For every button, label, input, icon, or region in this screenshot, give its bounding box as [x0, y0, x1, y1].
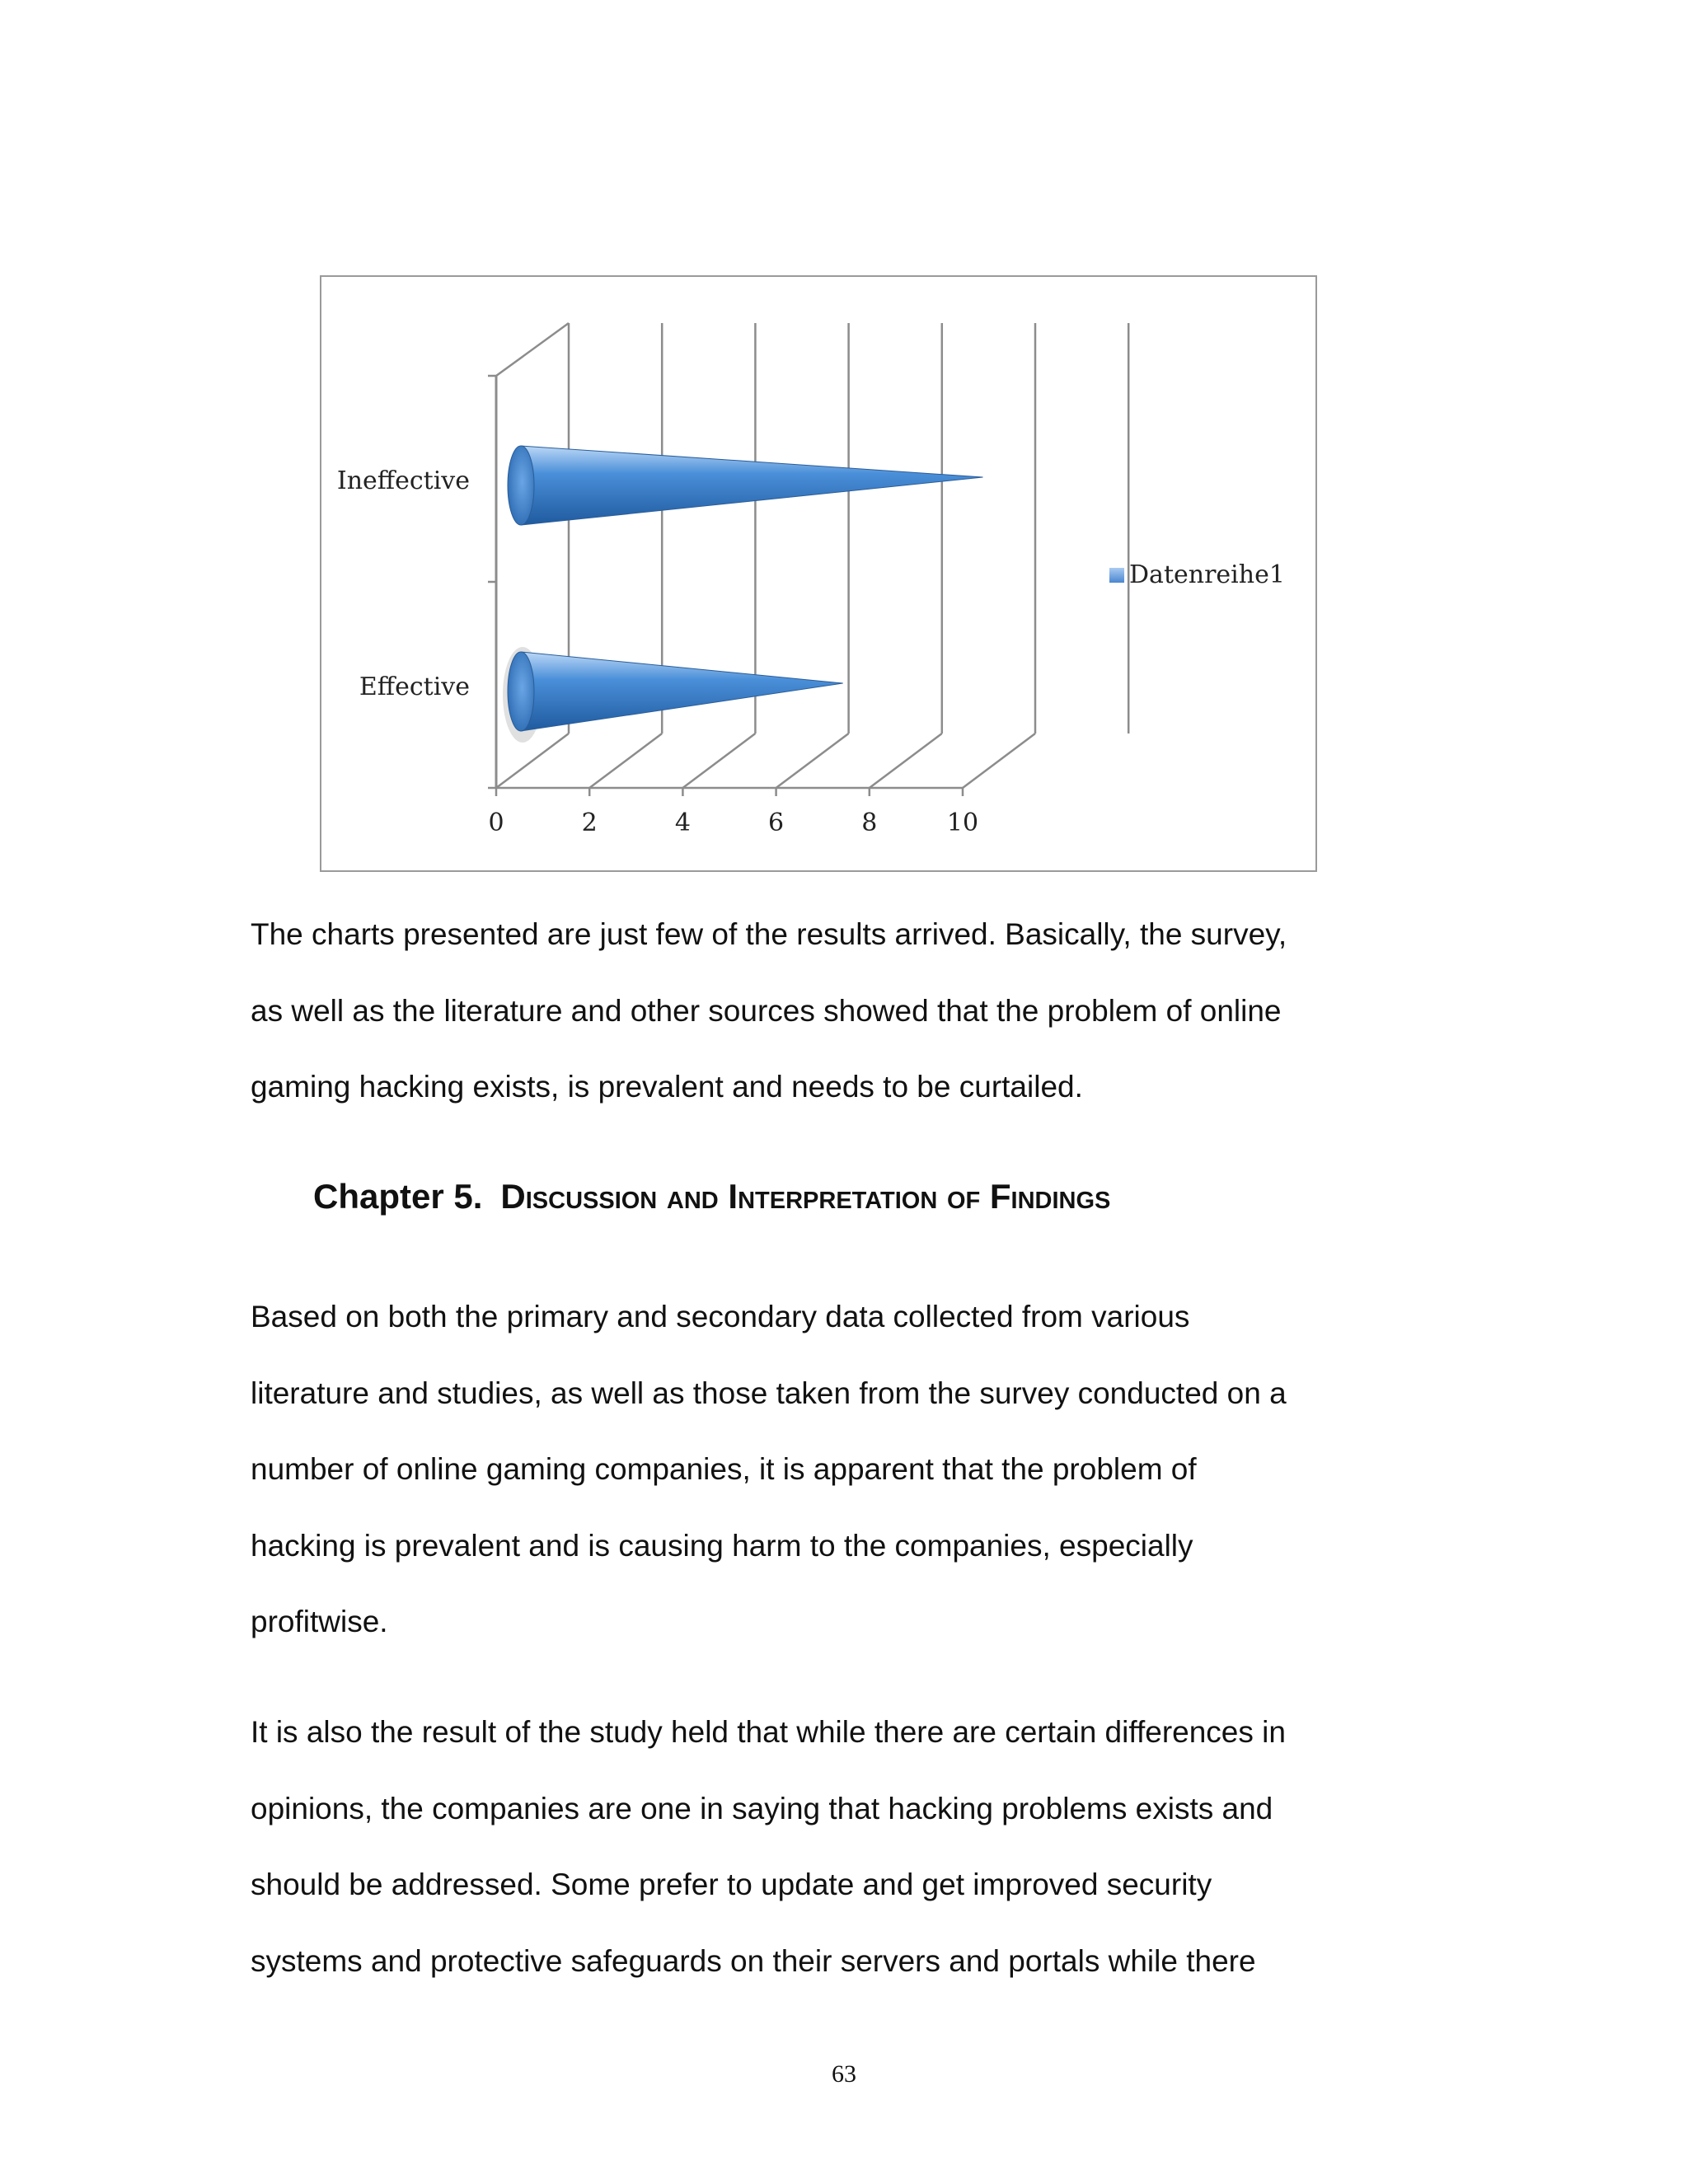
paragraph-line: gaming hacking exists, is prevalent and needs to be curtailed.: [251, 1070, 1083, 1104]
paragraph-3: [251, 1694, 1404, 1999]
chapter-heading: [313, 1177, 1385, 1216]
x-tick-label: 4: [674, 808, 691, 837]
wall-top-edge: [496, 323, 569, 376]
gridline-floor: [776, 733, 849, 788]
bar-cone-base: [508, 446, 534, 525]
bar-cone: [521, 652, 843, 731]
legend-label: Datenreihe1: [1129, 560, 1285, 589]
chapter-title: Discussion and Interpretation of Findings: [500, 1177, 1111, 1216]
x-tick-label: 8: [861, 808, 878, 837]
bar-cone: [521, 446, 983, 525]
gridline-floor: [682, 733, 755, 788]
x-tick-label: 6: [768, 808, 785, 837]
paragraph-line: literature and studies, as well as those taken from the survey conducted on a: [251, 1376, 1287, 1410]
paragraph-line: hacking is prevalent and is causing harm to the companies, especially: [251, 1528, 1193, 1563]
gridline-floor: [496, 733, 569, 788]
paragraph-line: Based on both the primary and secondary data collected from various: [251, 1300, 1190, 1333]
paragraph-line: should be addressed. Some prefer to update and get improved security: [251, 1868, 1212, 1901]
gridline-floor: [1056, 733, 1128, 788]
paragraph-line: profitwise.: [251, 1605, 388, 1638]
x-tick-label: 0: [488, 808, 504, 837]
chapter-number: Chapter 5.: [313, 1177, 483, 1216]
legend-swatch: [1109, 568, 1124, 583]
category-label: Ineffective: [336, 466, 470, 495]
chart-frame: [320, 275, 1317, 872]
page-number: 63: [832, 2060, 856, 2088]
gridline-floor: [870, 733, 942, 788]
paragraph-line: as well as the literature and other sources showed that the problem of online: [251, 993, 1282, 1028]
cone-bar-chart: [321, 277, 1315, 870]
paragraph-line: number of online gaming companies, it is apparent that the problem of: [251, 1452, 1197, 1486]
gridline-floor: [963, 733, 1035, 788]
x-tick-label: 2: [581, 808, 598, 837]
x-tick-label: 10: [946, 808, 979, 837]
category-label: Effective: [359, 673, 470, 701]
gridline-floor: [589, 733, 662, 788]
paragraph-line: It is also the result of the study held that while there are certain differences in: [251, 1715, 1286, 1749]
paragraph-line: systems and protective safeguards on their servers and portals while there: [251, 1943, 1256, 1978]
bar-cone-base: [508, 652, 534, 731]
paragraph-1: [251, 897, 1404, 1126]
paragraph-line: opinions, the companies are one in saying that hacking problems exists and: [251, 1791, 1273, 1825]
paragraph-2: [251, 1279, 1404, 1661]
paragraph-line: The charts presented are just few of the results arrived. Basically, the survey,: [251, 917, 1287, 951]
